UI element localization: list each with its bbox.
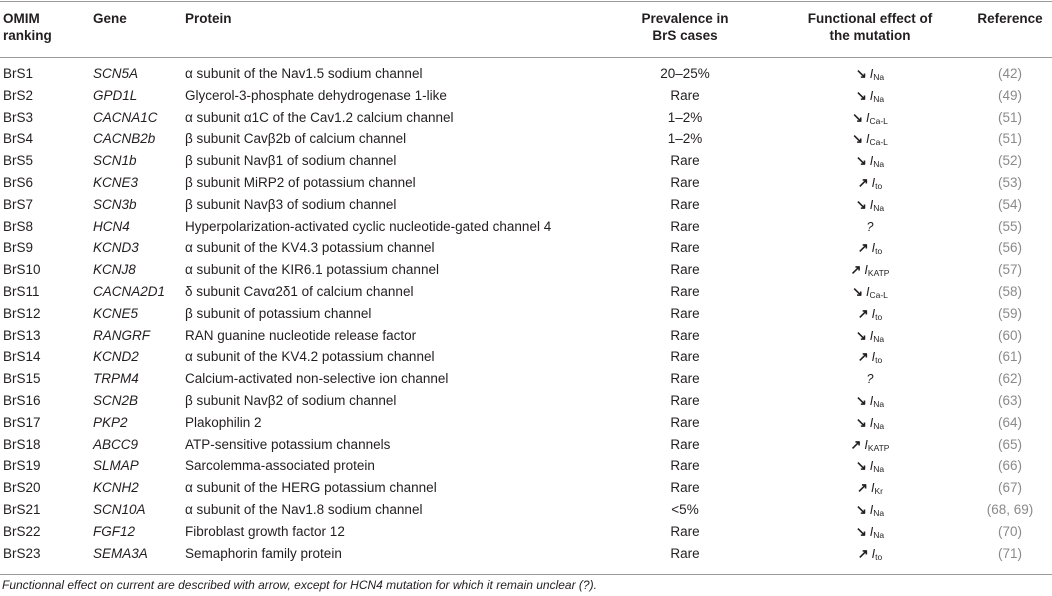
arrow-down-right-icon: ↘ xyxy=(855,153,867,169)
current-symbol: I xyxy=(871,175,876,190)
cell-reference: (66) xyxy=(997,458,1022,474)
arrow-up-right-icon: ↗ xyxy=(857,174,869,190)
table-row xyxy=(0,150,1052,172)
current-symbol: I xyxy=(871,350,876,365)
cell-gene: SEMA3A xyxy=(93,545,148,561)
arrow-down-right-icon: ↘ xyxy=(855,458,867,474)
cell-omim-ranking: BrS8 xyxy=(3,218,34,234)
cell-reference: (51) xyxy=(997,109,1022,125)
current-symbol: I xyxy=(869,502,874,517)
current-subscript: to xyxy=(875,180,883,191)
cell-reference: (64) xyxy=(997,414,1022,430)
current-label xyxy=(870,67,884,81)
cell-gene: CACNB2b xyxy=(93,131,156,147)
table-row xyxy=(0,499,1052,521)
table-row xyxy=(0,194,1052,216)
current-symbol: I xyxy=(871,546,876,561)
current-subscript: to xyxy=(875,355,883,366)
cell-gene: SCN2B xyxy=(93,392,139,408)
cell-functional-effect xyxy=(800,368,940,391)
cell-reference: (68, 69) xyxy=(986,501,1034,517)
current-symbol: I xyxy=(869,393,874,408)
current-subscript: Kr xyxy=(874,486,883,497)
cell-reference: (52) xyxy=(997,153,1022,169)
arrow-up-right-icon: ↗ xyxy=(857,305,869,321)
arrow-down-right-icon: ↘ xyxy=(855,327,867,343)
current-label xyxy=(870,329,884,343)
cell-reference: (53) xyxy=(997,174,1022,190)
current-label xyxy=(864,263,889,277)
current-subscript: Na xyxy=(873,93,885,104)
cell-protein: Semaphorin family protein xyxy=(185,545,342,561)
cell-protein: α subunit of the HERG potassium channel xyxy=(185,480,437,496)
cell-gene: SCN1b xyxy=(93,153,137,169)
cell-protein: δ subunit Cavα2δ1 of calcium channel xyxy=(185,283,414,299)
cell-omim-ranking: BrS13 xyxy=(3,327,41,343)
arrow-up-right-icon: ↗ xyxy=(857,480,868,496)
current-symbol: I xyxy=(871,306,876,321)
table-row xyxy=(0,477,1052,499)
arrow-down-right-icon: ↘ xyxy=(855,196,867,212)
cell-gene: SCN10A xyxy=(93,501,146,517)
current-subscript: KATP xyxy=(867,442,890,453)
cell-prevalence: 1–2% xyxy=(667,131,703,147)
current-label xyxy=(870,525,884,539)
arrow-down-right-icon: ↘ xyxy=(855,414,867,430)
arrow-down-right-icon: ↘ xyxy=(855,523,867,539)
cell-prevalence: Rare xyxy=(670,458,700,474)
cell-protein: ATP-sensitive potassium channels xyxy=(185,436,391,452)
table-footnote: Functionnal effect on current are described with arrow, except for HCN4 mutation for which it remain unclear (?). xyxy=(2,578,597,592)
current-label xyxy=(870,394,884,408)
cell-protein: β subunit MiRP2 of potassium channel xyxy=(185,174,416,190)
cell-omim-ranking: BrS11 xyxy=(3,283,40,299)
cell-prevalence: 1–2% xyxy=(667,109,703,125)
cell-gene: KCNE3 xyxy=(93,174,139,190)
cell-prevalence: 20–25% xyxy=(660,66,710,81)
cell-reference: (65) xyxy=(997,436,1022,452)
cell-gene: KCND2 xyxy=(93,349,139,365)
header-omim-ranking: OMIM ranking xyxy=(3,11,52,43)
cell-omim-ranking: BrS12 xyxy=(3,305,41,321)
current-symbol: I xyxy=(864,263,868,278)
table-row xyxy=(0,346,1052,368)
cell-protein: Calcium-activated non-selective ion channel xyxy=(185,371,449,387)
cell-functional-effect xyxy=(800,543,940,569)
cell-reference: (70) xyxy=(997,523,1022,539)
current-label xyxy=(872,241,883,255)
table-top-rule xyxy=(0,1,1052,2)
cell-protein: α subunit of the KV4.3 potassium channel xyxy=(185,240,435,256)
cell-gene: KCNH2 xyxy=(93,480,139,496)
cell-reference: (54) xyxy=(997,196,1022,212)
current-symbol: I xyxy=(865,110,870,125)
current-symbol: ? xyxy=(866,219,874,234)
current-label xyxy=(867,220,874,234)
cell-prevalence: Rare xyxy=(670,523,700,539)
current-label xyxy=(864,438,889,452)
table-row xyxy=(0,216,1052,238)
cell-reference: (67) xyxy=(997,480,1022,496)
cell-protein: RAN guanine nucleotide release factor xyxy=(185,327,417,343)
cell-prevalence: Rare xyxy=(670,392,700,408)
cell-omim-ranking: BrS23 xyxy=(3,545,41,561)
current-subscript: Na xyxy=(873,464,885,475)
cell-prevalence: Rare xyxy=(670,262,700,278)
cell-protein: Glycerol-3-phosphate dehydrogenase 1-like xyxy=(185,87,447,103)
cell-prevalence: Rare xyxy=(670,240,700,256)
cell-reference: (51) xyxy=(997,131,1022,147)
table-header-rule xyxy=(0,57,1052,58)
cell-omim-ranking: BrS14 xyxy=(3,349,41,365)
current-subscript: Ca-L xyxy=(869,289,888,300)
arrow-down-right-icon: ↘ xyxy=(855,501,867,517)
arrow-up-right-icon: ↗ xyxy=(857,240,869,256)
table-row xyxy=(0,543,1052,565)
cell-prevalence: Rare xyxy=(670,480,700,496)
cell-omim-ranking: BrS17 xyxy=(3,414,41,430)
cell-prevalence: Rare xyxy=(670,414,700,430)
cell-protein: Sarcolemma-associated protein xyxy=(185,458,375,474)
cell-omim-ranking: BrS7 xyxy=(3,196,34,212)
cell-omim-ranking: BrS20 xyxy=(3,480,41,496)
current-label xyxy=(870,416,884,430)
cell-prevalence: Rare xyxy=(670,436,700,452)
arrow-down-right-icon: ↘ xyxy=(855,87,867,103)
cell-reference: (63) xyxy=(997,392,1022,408)
current-label xyxy=(866,111,888,125)
table-row xyxy=(0,455,1052,477)
current-subscript: to xyxy=(875,246,883,257)
header-gene: Gene xyxy=(93,11,127,26)
cell-omim-ranking: BrS2 xyxy=(3,87,34,103)
cell-omim-ranking: BrS18 xyxy=(3,436,41,452)
current-label xyxy=(872,547,883,561)
cell-reference: (55) xyxy=(997,218,1022,234)
cell-omim-ranking: BrS4 xyxy=(3,131,34,147)
current-symbol: I xyxy=(869,459,874,474)
cell-protein: β subunit Navβ1 of sodium channel xyxy=(185,153,397,169)
current-subscript: to xyxy=(875,551,883,562)
current-subscript: Na xyxy=(873,420,885,431)
cell-reference: (49) xyxy=(997,87,1022,103)
current-label xyxy=(870,459,884,473)
table-row xyxy=(0,368,1052,390)
cell-protein: α subunit of the Nav1.5 sodium channel xyxy=(185,66,423,81)
cell-gene: CACNA1C xyxy=(93,109,158,125)
cell-gene: SCN3b xyxy=(93,196,137,212)
cell-gene: RANGRF xyxy=(93,327,150,343)
table-bottom-rule xyxy=(0,574,1052,575)
current-subscript: to xyxy=(875,311,883,322)
cell-gene: SCN5A xyxy=(93,66,139,81)
cell-prevalence: Rare xyxy=(670,174,700,190)
cell-functional-effect xyxy=(800,216,940,239)
cell-prevalence: <5% xyxy=(671,501,699,517)
cell-protein: α subunit of the KV4.2 potassium channel xyxy=(185,349,435,365)
table-row xyxy=(0,303,1052,325)
cell-omim-ranking: BrS1 xyxy=(3,66,34,81)
arrow-down-right-icon: ↘ xyxy=(852,109,863,125)
cell-prevalence: Rare xyxy=(670,196,700,212)
arrow-down-right-icon: ↘ xyxy=(855,392,867,408)
arrow-up-right-icon: ↗ xyxy=(857,545,869,561)
current-label xyxy=(871,481,883,495)
arrow-down-right-icon: ↘ xyxy=(852,283,863,299)
cell-reference: (61) xyxy=(997,349,1022,365)
cell-reference: (62) xyxy=(997,371,1022,387)
cell-protein: Fibroblast growth factor 12 xyxy=(185,523,345,539)
cell-gene: KCND3 xyxy=(93,240,139,256)
current-label xyxy=(867,372,874,386)
table-row xyxy=(0,172,1052,194)
cell-reference: (59) xyxy=(997,305,1022,321)
current-symbol: I xyxy=(869,524,874,539)
header-protein: Protein xyxy=(185,11,232,26)
table-row xyxy=(0,521,1052,543)
current-subscript: Na xyxy=(873,529,885,540)
table-row xyxy=(0,259,1052,281)
current-symbol: I xyxy=(869,67,874,81)
current-label xyxy=(866,285,888,299)
current-symbol: ? xyxy=(866,372,874,387)
cell-omim-ranking: BrS22 xyxy=(3,523,41,539)
cell-gene: HCN4 xyxy=(93,218,130,234)
current-symbol: I xyxy=(864,437,868,452)
cell-omim-ranking: BrS15 xyxy=(3,371,41,387)
cell-protein: Plakophilin 2 xyxy=(185,414,262,430)
current-symbol: I xyxy=(870,481,875,496)
cell-omim-ranking: BrS21 xyxy=(3,501,41,517)
cell-omim-ranking: BrS5 xyxy=(3,153,34,169)
cell-omim-ranking: BrS16 xyxy=(3,392,41,408)
current-subscript: Na xyxy=(873,202,885,213)
cell-protein: β subunit Cavβ2b of calcium channel xyxy=(185,131,407,147)
table-row xyxy=(0,412,1052,434)
cell-protein: Hyperpolarization-activated cyclic nucleotide-gated channel 4 xyxy=(185,218,552,234)
cell-gene: FGF12 xyxy=(93,523,136,539)
cell-gene: TRPM4 xyxy=(93,371,139,387)
header-prevalence: Prevalence in BrS cases xyxy=(641,11,729,43)
arrow-up-right-icon: ↗ xyxy=(857,349,869,365)
cell-gene: SLMAP xyxy=(93,458,139,474)
cell-reference: (57) xyxy=(997,262,1022,278)
current-subscript: Na xyxy=(873,507,885,518)
cell-gene: KCNJ8 xyxy=(93,262,136,278)
cell-prevalence: Rare xyxy=(670,283,700,299)
current-subscript: KATP xyxy=(867,268,890,279)
current-label xyxy=(872,350,883,364)
current-subscript: Na xyxy=(873,72,885,82)
cell-prevalence: Rare xyxy=(670,153,700,169)
arrow-up-right-icon: ↗ xyxy=(850,436,862,452)
table-row xyxy=(0,107,1052,129)
cell-prevalence: Rare xyxy=(670,218,700,234)
current-symbol: I xyxy=(865,284,870,299)
arrow-down-right-icon: ↘ xyxy=(855,66,867,81)
current-subscript: Na xyxy=(873,159,885,170)
cell-gene: CACNA2D1 xyxy=(93,283,166,299)
cell-omim-ranking: BrS19 xyxy=(3,458,41,474)
cell-gene: GPD1L xyxy=(93,87,138,103)
current-label xyxy=(872,176,883,190)
cell-prevalence: Rare xyxy=(670,545,700,561)
table-row xyxy=(0,63,1052,85)
cell-omim-ranking: BrS6 xyxy=(3,174,34,190)
cell-gene: PKP2 xyxy=(93,414,128,430)
cell-protein: α subunit α1C of the Cav1.2 calcium channel xyxy=(185,109,454,125)
current-symbol: I xyxy=(869,197,874,212)
arrow-down-right-icon: ↘ xyxy=(852,131,863,147)
current-label xyxy=(866,132,888,146)
current-label xyxy=(870,89,884,103)
cell-reference: (58) xyxy=(997,283,1022,299)
header-reference: Reference xyxy=(977,11,1043,26)
cell-protein: β subunit of potassium channel xyxy=(185,305,372,321)
cell-gene: ABCC9 xyxy=(93,436,139,452)
table-row xyxy=(0,237,1052,259)
current-label xyxy=(870,198,884,212)
current-label xyxy=(870,503,884,517)
table-row xyxy=(0,128,1052,150)
current-symbol: I xyxy=(869,154,874,169)
arrow-up-right-icon: ↗ xyxy=(850,262,862,278)
cell-protein: β subunit Navβ2 of sodium channel xyxy=(185,392,397,408)
header-functional-effect: Functional effect of the mutation xyxy=(807,11,933,43)
current-symbol: I xyxy=(869,415,874,430)
current-subscript: Ca-L xyxy=(869,115,888,126)
table-row xyxy=(0,390,1052,412)
cell-omim-ranking: BrS10 xyxy=(3,262,41,278)
current-subscript: Na xyxy=(873,398,885,409)
cell-protein: α subunit of the Nav1.8 sodium channel xyxy=(185,501,423,517)
table-header xyxy=(0,10,1052,54)
cell-prevalence: Rare xyxy=(670,371,700,387)
current-label xyxy=(870,154,884,168)
cell-reference: (42) xyxy=(997,66,1022,81)
table-row xyxy=(0,325,1052,347)
current-symbol: I xyxy=(869,88,874,103)
cell-gene: KCNE5 xyxy=(93,305,139,321)
cell-omim-ranking: BrS9 xyxy=(3,240,34,256)
cell-reference: (60) xyxy=(997,327,1022,343)
current-label xyxy=(872,307,883,321)
cell-reference: (71) xyxy=(997,545,1022,561)
current-subscript: Ca-L xyxy=(869,137,888,148)
cell-prevalence: Rare xyxy=(670,305,700,321)
table-body xyxy=(0,63,1052,564)
cell-protein: α subunit of the KIR6.1 potassium channel xyxy=(185,262,439,278)
current-symbol: I xyxy=(869,328,874,343)
cell-prevalence: Rare xyxy=(670,327,700,343)
current-symbol: I xyxy=(871,241,876,256)
table-row xyxy=(0,281,1052,303)
current-symbol: I xyxy=(865,132,870,147)
current-subscript: Na xyxy=(873,333,885,344)
cell-omim-ranking: BrS3 xyxy=(3,109,34,125)
table-row xyxy=(0,85,1052,107)
cell-prevalence: Rare xyxy=(670,87,700,103)
table-row xyxy=(0,434,1052,456)
cell-reference: (56) xyxy=(997,240,1022,256)
cell-protein: β subunit Navβ3 of sodium channel xyxy=(185,196,397,212)
cell-prevalence: Rare xyxy=(670,349,700,365)
